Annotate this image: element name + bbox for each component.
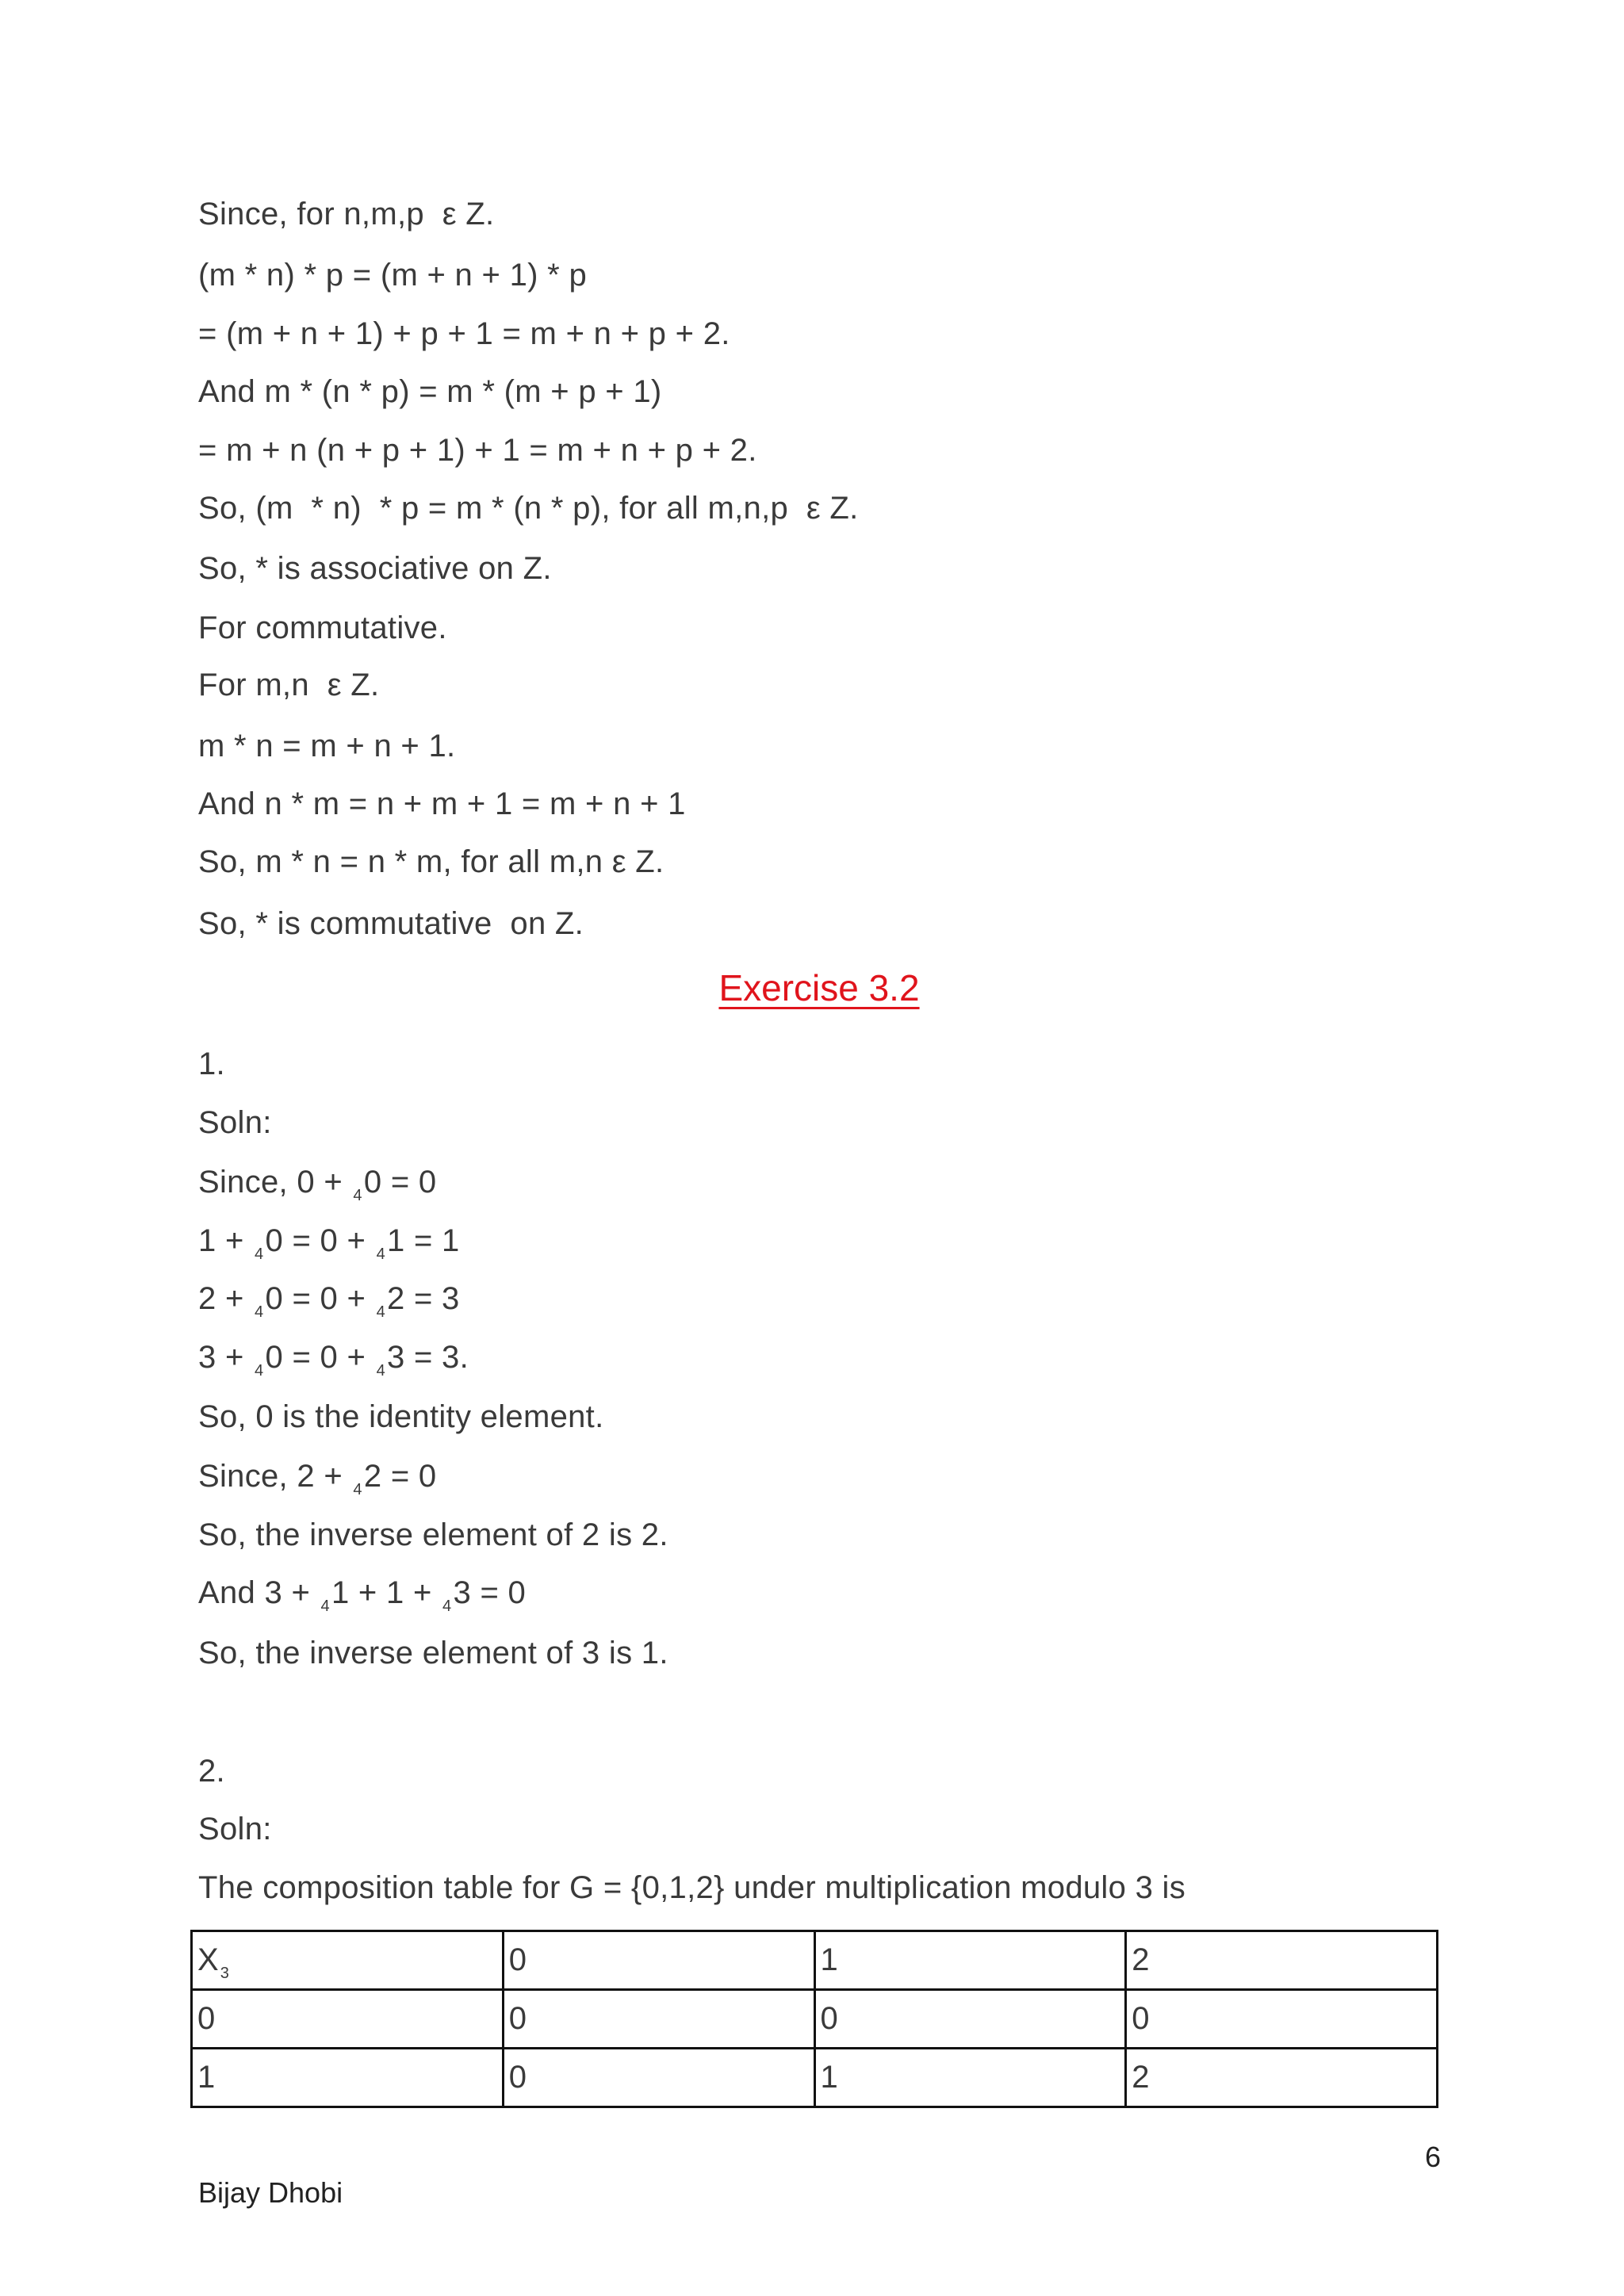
text-line: Since, 2 + $_4$2 = 0 <box>198 1459 437 1498</box>
text-line: So, the inverse element of 3 is 1. <box>198 1636 668 1670</box>
text-line: 3 + $_4$0 = 0 + $_4$3 = 3. <box>198 1340 469 1380</box>
text-line: For m,n ε Z. <box>198 668 380 702</box>
text-line: = m + n (n + p + 1) + 1 = m + n + p + 2. <box>198 433 757 468</box>
table-row <box>192 1931 1438 1990</box>
text-line: So, m * n = n * m, for all m,n ε Z. <box>198 844 665 879</box>
soln-label: Soln: <box>198 1105 272 1140</box>
exercise-heading: Exercise 3.2 <box>718 967 920 1008</box>
text-line: m * n = m + n + 1. <box>198 729 456 763</box>
text-line: So, * is commutative on Z. <box>198 906 584 941</box>
table-cell: 0 <box>503 1931 814 1990</box>
text-line: The composition table for G = {0,1,2} under multiplication modulo 3 is <box>198 1870 1186 1905</box>
text-line: = (m + n + 1) + p + 1 = m + n + p + 2. <box>198 316 730 351</box>
table-cell: 0 <box>503 1990 814 2049</box>
question-number: 1. <box>198 1047 225 1081</box>
text-line: So, * is associative on Z. <box>198 551 552 586</box>
page-number: 6 <box>1425 2141 1442 2173</box>
composition-table <box>190 1930 1438 2108</box>
text-line: Since, 0 + $_4$0 = 0 <box>198 1165 437 1204</box>
text-line: So, 0 is the identity element. <box>198 1399 604 1434</box>
text-line: For commutative. <box>198 610 447 645</box>
text-line: Since, for n,m,p ε Z. <box>198 197 495 232</box>
table-cell: X $_3$ <box>192 1931 504 1990</box>
table-cell: 1 <box>814 1931 1126 1990</box>
text-line: So, (m * n) * p = m * (n * p), for all m,n,p ε Z. <box>198 491 859 526</box>
question-number: 2. <box>198 1754 225 1789</box>
text-line: So, the inverse element of 2 is 2. <box>198 1517 668 1552</box>
table-row <box>192 2049 1438 2107</box>
table-cell: 1 <box>192 2049 504 2107</box>
text-line: And 3 + $_4$1 + 1 + $_4$3 = 0 <box>198 1575 527 1615</box>
table-row <box>192 1990 1438 2049</box>
author-footer: Bijay Dhobi <box>198 2176 343 2209</box>
table-cell: 2 <box>1126 2049 1438 2107</box>
soln-label: Soln: <box>198 1812 272 1846</box>
text-line: And n * m = n + m + 1 = m + n + 1 <box>198 786 686 821</box>
text-line: And m * (n * p) = m * (m + p + 1) <box>198 374 662 409</box>
table-cell: 0 <box>1126 1990 1438 2049</box>
text-line: 1 + $_4$0 = 0 + $_4$1 = 1 <box>198 1223 460 1263</box>
text-line: (m * n) * p = (m + n + 1) * p <box>198 258 587 293</box>
table-cell: 1 <box>814 2049 1126 2107</box>
table-cell: 0 <box>503 2049 814 2107</box>
table-cell: 2 <box>1126 1931 1438 1990</box>
table-cell: 0 <box>814 1990 1126 2049</box>
table-cell: 0 <box>192 1990 504 2049</box>
text-line: 2 + $_4$0 = 0 + $_4$2 = 3 <box>198 1281 460 1321</box>
